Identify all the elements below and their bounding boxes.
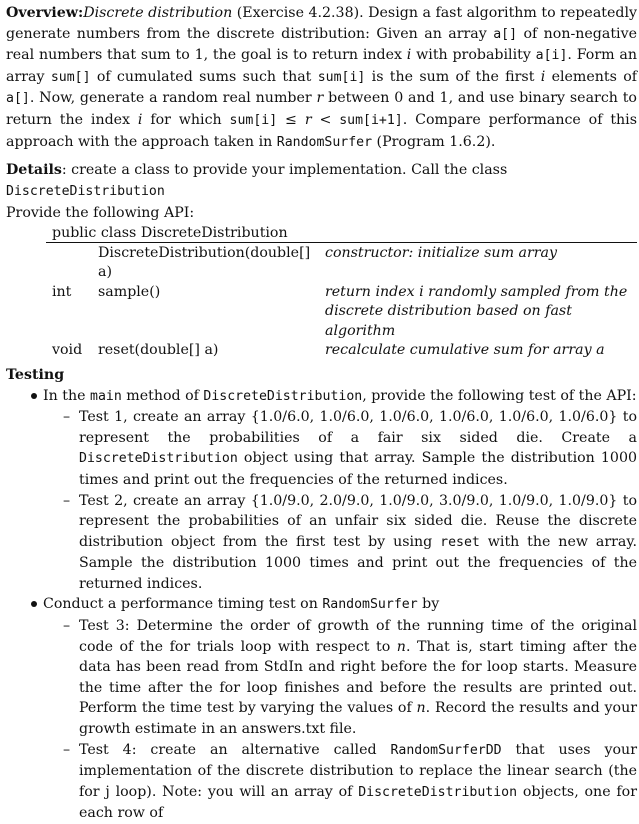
list-item: – Test 3: Determine the order of growth of the running time of the original code of the for trials loop with respect to n. That is, start timing after the data has been read from StdIn and right before the for loop starts. Measure the time after the for loop finishes and before the results are printed out. Perform the time test by varying the values of n. Record the results and your growth estimate in an answers.txt file. <box>43 616 637 740</box>
api-row: int sample() return index i randomly sampled from the <box>52 283 628 300</box>
sub-list <box>43 616 637 824</box>
details-api-intro: Provide the following API: <box>6 205 195 222</box>
overview-heading: Overview: <box>6 5 84 21</box>
list-item: – Test 4: create an alternative called RandomSurferDD that uses your implementation of the discrete distribution to replace the linear search (the for j loop). Note: you will an array of DiscreteDistribution objects, one for each row of <box>43 740 637 824</box>
sub-list <box>43 407 637 594</box>
list-item: – Test 2, create an array {1.0/9.0, 2.0/9.0, 1.0/9.0, 3.0/9.0, 1.0/9.0, 1.0/9.0} to represent the probabilities of an unfair six sided die. Reuse the discrete distribution object from the first test by using reset with the new array. Sample the distribution 1000 times and print out the frequencies of the returned indices. <box>43 491 637 595</box>
api-header: public class DiscreteDistribution <box>52 224 288 241</box>
list-item: – Test 1, create an array {1.0/6.0, 1.0/6.0, 1.0/6.0, 1.0/6.0, 1.0/6.0, 1.0/6.0} to represent the probabilities of a fair six sided die. Create a DiscreteDistribution object using that array. Sample the distribution 1000 times and print out the frequencies of the returned indices. <box>43 407 637 490</box>
list-item: Conduct a performance timing test on RandomSurfer by – Test 3: Determine the order of growth of the running time of the original code of the for trials loop with respect to n. That is, start timing after the data has been read from StdIn and right before the for loop starts. Measure the time after the for loop finishes and before the results are printed out. Perform the time test by varying the values of n. Record the results and your growth estimate in an answers.txt file. – Test 4: create an alternative called RandomSurferDD that uses your implementation of the discrete distribution to replace the linear search (the for j loop). Note: you will an array of DiscreteDistribution objects, one for each row of <box>6 594 637 824</box>
testing-list <box>6 386 637 824</box>
testing-heading: Testing <box>6 366 65 383</box>
api-row: void reset(double[] a) recalculate cumulative sum for array a <box>52 342 605 359</box>
details-heading: Details <box>6 162 62 179</box>
overview-paragraph: Overview:Discrete distribution (Exercise 4.2.38). Design a fast algorithm to repeatedly generate numbers from the discrete distribution: Given an array a[] of non-negative real numbers that sum to 1, the goal is to return index i with probability a[i]. Form an array sum[] of cumulated sums such that sum[i] is the sum of the first i elements of a[]. Now, generate a random real number r between 0 and 1, and use binary search to return the index i for which sum[i] ≤ r < sum[i+1]. Compare performance of this approach with the approach taken in RandomSurfer (Program 1.6.2). <box>6 5 638 150</box>
api-row: DiscreteDistribution(double[] a) constructor: initialize sum array <box>98 244 558 281</box>
api-row: discrete distribution based on fast algorithm <box>325 303 572 339</box>
details-paragraph: Details: create a class to provide your implementation. Call the class DiscreteDistribution <box>6 162 508 199</box>
api-table <box>46 224 637 361</box>
list-item: In the main method of DiscreteDistribution, provide the following test of the API: – Test 1, create an array {1.0/6.0, 1.0/6.0, 1.0/6.0, 1.0/6.0, 1.0/6.0, 1.0/6.0} to represent the probabilities of a fair six sided die. Create a DiscreteDistribution object using that array. Sample the distribution 1000 times and print out the frequencies of the returned indices. – Test 2, create an array {1.0/9.0, 2.0/9.0, 1.0/9.0, 3.0/9.0, 1.0/9.0, 1.0/9.0} to represent the probabilities of an unfair six sided die. Reuse the discrete distribution object from the first test by using reset with the new array. Sample the distribution 1000 times and print out the frequencies of the returned indices. <box>6 386 637 595</box>
